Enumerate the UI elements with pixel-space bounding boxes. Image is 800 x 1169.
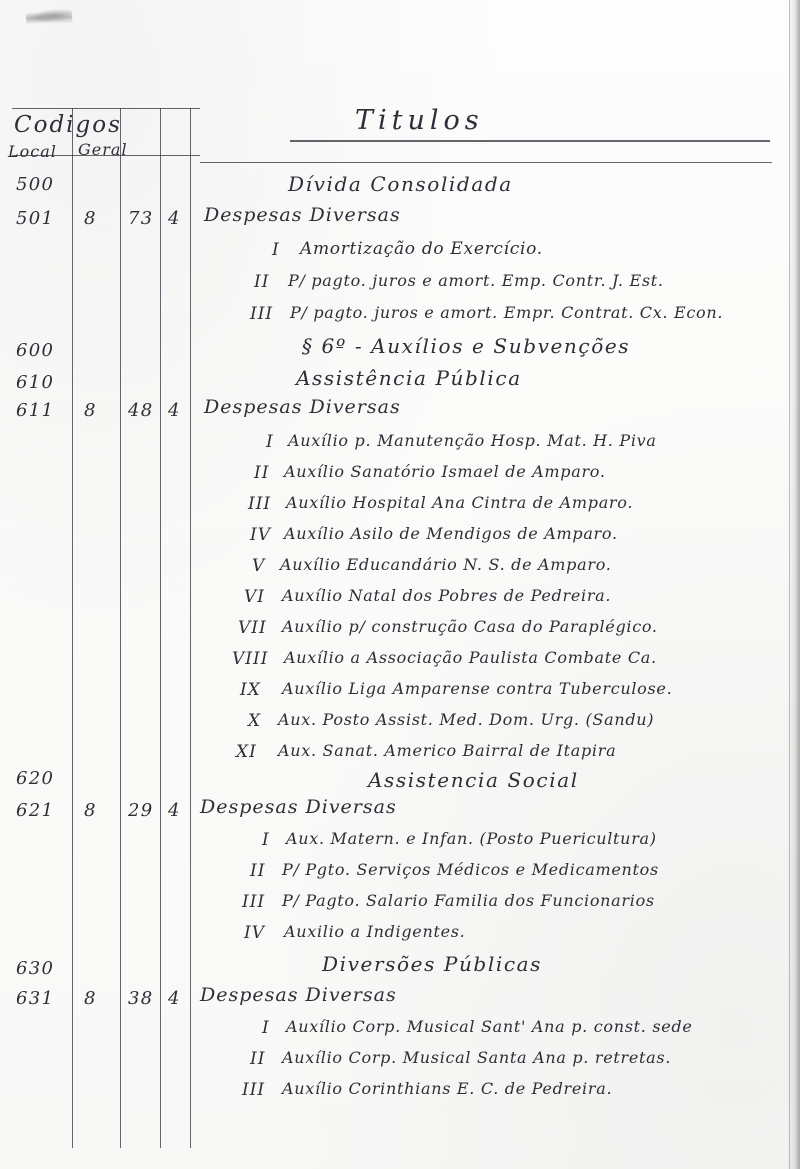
item-text: P/ pagto. juros e amort. Empr. Contrat. Cx. Econ. bbox=[290, 303, 724, 322]
item-roman: II bbox=[254, 463, 270, 483]
item-text: Aux. Matern. e Infan. (Posto Puericultura) bbox=[286, 829, 657, 848]
item-text: Auxílio Natal dos Pobres de Pedreira. bbox=[282, 586, 612, 605]
row-title: Despesas Diversas bbox=[204, 204, 401, 226]
item-text: Auxílio Sanatório Ismael de Amparo. bbox=[284, 462, 606, 481]
code-local: 500 bbox=[16, 174, 55, 195]
header-titulos: Titulos bbox=[355, 105, 484, 136]
code-geral-1: 8 bbox=[84, 208, 97, 229]
item-roman: VII bbox=[238, 618, 267, 638]
item-roman: I bbox=[266, 432, 274, 452]
row-title: Dívida Consolidada bbox=[288, 172, 513, 196]
code-geral-3: 4 bbox=[168, 208, 181, 229]
item-text: Auxílio p/ construção Casa do Paraplégico. bbox=[282, 617, 658, 636]
row-title: Despesas Diversas bbox=[204, 396, 401, 418]
item-roman: IX bbox=[240, 680, 261, 700]
item-text: Auxílio Corinthians E. C. de Pedreira. bbox=[282, 1079, 613, 1098]
item-text: P/ Pagto. Salario Familia dos Funcionarios bbox=[282, 891, 655, 910]
item-roman: IV bbox=[244, 923, 265, 943]
item-text: Auxílio Asilo de Mendigos de Amparo. bbox=[284, 524, 618, 543]
item-text: Auxílio Corp. Musical Santa Ana p. retretas. bbox=[282, 1048, 672, 1067]
ink-smudge bbox=[26, 8, 73, 25]
header-geral: Geral bbox=[78, 140, 128, 159]
code-geral-2: 29 bbox=[128, 800, 154, 821]
code-local: 621 bbox=[16, 800, 55, 821]
item-roman: IV bbox=[250, 525, 271, 545]
column-rule-local-right bbox=[120, 108, 121, 1148]
row-title: Assistência Pública bbox=[296, 366, 522, 390]
item-roman: II bbox=[250, 861, 266, 881]
page-edge-line bbox=[789, 0, 790, 1169]
titles-underline bbox=[290, 140, 770, 142]
code-local: 611 bbox=[16, 400, 55, 421]
row-title: Diversões Públicas bbox=[322, 952, 543, 976]
item-text: P/ pagto. juros e amort. Emp. Contr. J. Est. bbox=[288, 271, 664, 290]
item-roman: I bbox=[272, 240, 280, 260]
item-text: Auxilio a Indigentes. bbox=[284, 922, 466, 941]
code-local: 501 bbox=[16, 208, 55, 229]
code-geral-1: 8 bbox=[84, 400, 97, 421]
item-roman: III bbox=[242, 1080, 266, 1100]
item-roman: II bbox=[254, 272, 270, 292]
item-text: Auxílio Corp. Musical Sant' Ana p. const. sede bbox=[286, 1017, 693, 1036]
item-text: P/ Pgto. Serviços Médicos e Medicamentos bbox=[282, 860, 659, 879]
item-text: Amortização do Exercício. bbox=[300, 239, 543, 259]
item-text: Aux. Posto Assist. Med. Dom. Urg. (Sandu) bbox=[278, 710, 655, 729]
item-roman: X bbox=[248, 711, 262, 731]
item-roman: VIII bbox=[232, 649, 269, 669]
code-geral-1: 8 bbox=[84, 988, 97, 1009]
column-rule-geral-2 bbox=[190, 108, 191, 1148]
item-text: Aux. Sanat. Americo Bairral de Itapira bbox=[278, 741, 617, 760]
column-rule-geral-1 bbox=[160, 108, 161, 1148]
code-geral-2: 73 bbox=[128, 208, 154, 229]
code-geral-3: 4 bbox=[168, 400, 181, 421]
header-codigos: Codigos bbox=[14, 112, 122, 138]
row-title: Despesas Diversas bbox=[200, 796, 397, 818]
item-text: Auxílio a Associação Paulista Combate Ca. bbox=[284, 648, 657, 667]
item-roman: I bbox=[262, 830, 270, 850]
item-text: Auxílio p. Manutenção Hosp. Mat. H. Piva bbox=[288, 431, 657, 450]
item-roman: III bbox=[242, 892, 266, 912]
code-geral-2: 48 bbox=[128, 400, 154, 421]
code-local: 631 bbox=[16, 988, 55, 1009]
item-text: Auxílio Educandário N. S. de Amparo. bbox=[280, 555, 612, 574]
item-roman: XI bbox=[236, 742, 257, 762]
item-roman: I bbox=[262, 1018, 270, 1038]
item-text: Auxílio Hospital Ana Cintra de Amparo. bbox=[286, 493, 634, 512]
item-roman: III bbox=[248, 494, 272, 514]
code-geral-1: 8 bbox=[84, 800, 97, 821]
row-title: § 6º - Auxílios e Subvenções bbox=[302, 334, 631, 358]
code-local: 610 bbox=[16, 372, 55, 393]
row-title: Assistencia Social bbox=[368, 768, 579, 792]
code-geral-3: 4 bbox=[168, 800, 181, 821]
code-local: 630 bbox=[16, 958, 55, 979]
header-rule-titles bbox=[200, 162, 772, 163]
item-roman: II bbox=[250, 1049, 266, 1069]
code-local: 620 bbox=[16, 768, 55, 789]
header-rule-top bbox=[12, 108, 200, 109]
item-roman: VI bbox=[244, 587, 265, 607]
code-geral-3: 4 bbox=[168, 988, 181, 1009]
column-rule-local-left bbox=[72, 108, 73, 1148]
header-local: Local bbox=[8, 142, 57, 161]
item-roman: III bbox=[250, 304, 274, 324]
row-title: Despesas Diversas bbox=[200, 984, 397, 1006]
code-local: 600 bbox=[16, 340, 55, 361]
code-geral-2: 38 bbox=[128, 988, 154, 1009]
item-text: Auxílio Liga Amparense contra Tuberculose. bbox=[282, 679, 673, 698]
item-roman: V bbox=[252, 556, 266, 576]
